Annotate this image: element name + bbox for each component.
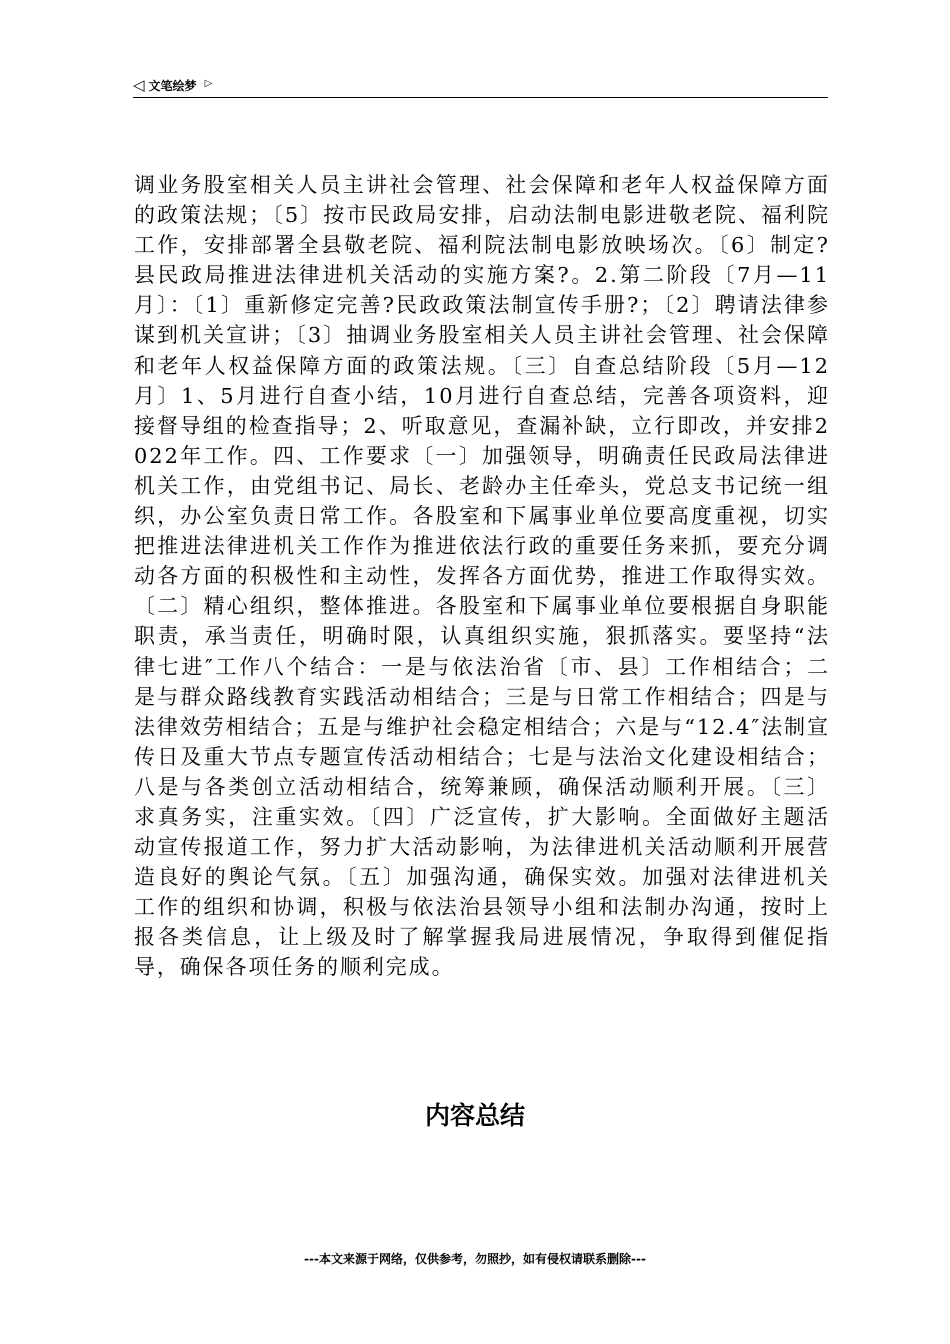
page-footer: ---本文来源于网络，仅供参考，勿照抄，如有侵权请联系删除--- bbox=[304, 1252, 646, 1266]
left-triangle-icon: ◁ bbox=[133, 76, 145, 94]
body-paragraph: 调业务股室相关人员主讲社会管理、社会保障和老年人权益保障方面的政策法规；〔5〕按市民政局安排，启动法制电影进敬老院、福利院工作，安排部署全县敬老院、福利院法制电影放映场次。〔6〕制定?县民政局推进法律进机关活动的实施方案?。2.第二阶段〔7月—11月〕：〔1〕重新修定完善?民政政策法制宣传手册?；〔2〕聘请法律参谋到机关宣讲；〔3〕抽调业务股室相关人员主讲社会管理、社会保障和老年人权益保障方面的政策法规。〔三〕自查总结阶段〔5月—12月〕1、5月进行自查小结，10月进行自查总结，完善各项资料，迎接督导组的检查指导；2、听取意见，查漏补缺，立行即改，并安排2022年工作。四、工作要求〔一〕加强领导，明确责任民政局法律进机关工作，由党组书记、局长、老龄办主任牵头，党总支书记统一组织，办公室负责日常工作。各股室和下属事业单位要高度重视，切实把推进法律进机关工作作为推进依法行政的重要任务来抓，要充分调动各方面的积极性和主动性，发挥各方面优势，推进工作取得实效。〔二〕精心组织，整体推进。各股室和下属事业单位要根据自身职能职责，承当责任，明确时限，认真组织实施，狠抓落实。要坚持“法律七进″工作八个结合：一是与依法治省〔市、县〕工作相结合；二是与群众路线教育实践活动相结合；三是与日常工作相结合；四是与法律效劳相结合；五是与维护社会稳定相结合；六是与“12.4″法制宣传日及重大节点专题宣传活动相结合；七是与法治文化建设相结合；八是与各类创立活动相结合，统筹兼顾，确保活动顺利开展。〔三〕求真务实，注重实效。〔四〕广泛宣传，扩大影响。全面做好主题活动宣传报道工作，努力扩大活动影响，为法律进机关活动顺利开展营造良好的舆论气氛。〔五〕加强沟通，确保实效。加强对法律进机关工作的组织和协调，积极与依法治县领导小组和法制办沟通，按时上报各类信息，让上级及时了解掌握我局进展情况，争取得到催促指导，确保各项任务的顺利完成。 bbox=[134, 173, 830, 980]
right-triangle-icon: ▷ bbox=[204, 77, 213, 89]
header-title: 文笔绘梦 bbox=[148, 78, 197, 93]
summary-heading: 内容总结 bbox=[424, 1101, 525, 1130]
header-divider bbox=[133, 97, 828, 98]
page-header bbox=[133, 74, 212, 96]
